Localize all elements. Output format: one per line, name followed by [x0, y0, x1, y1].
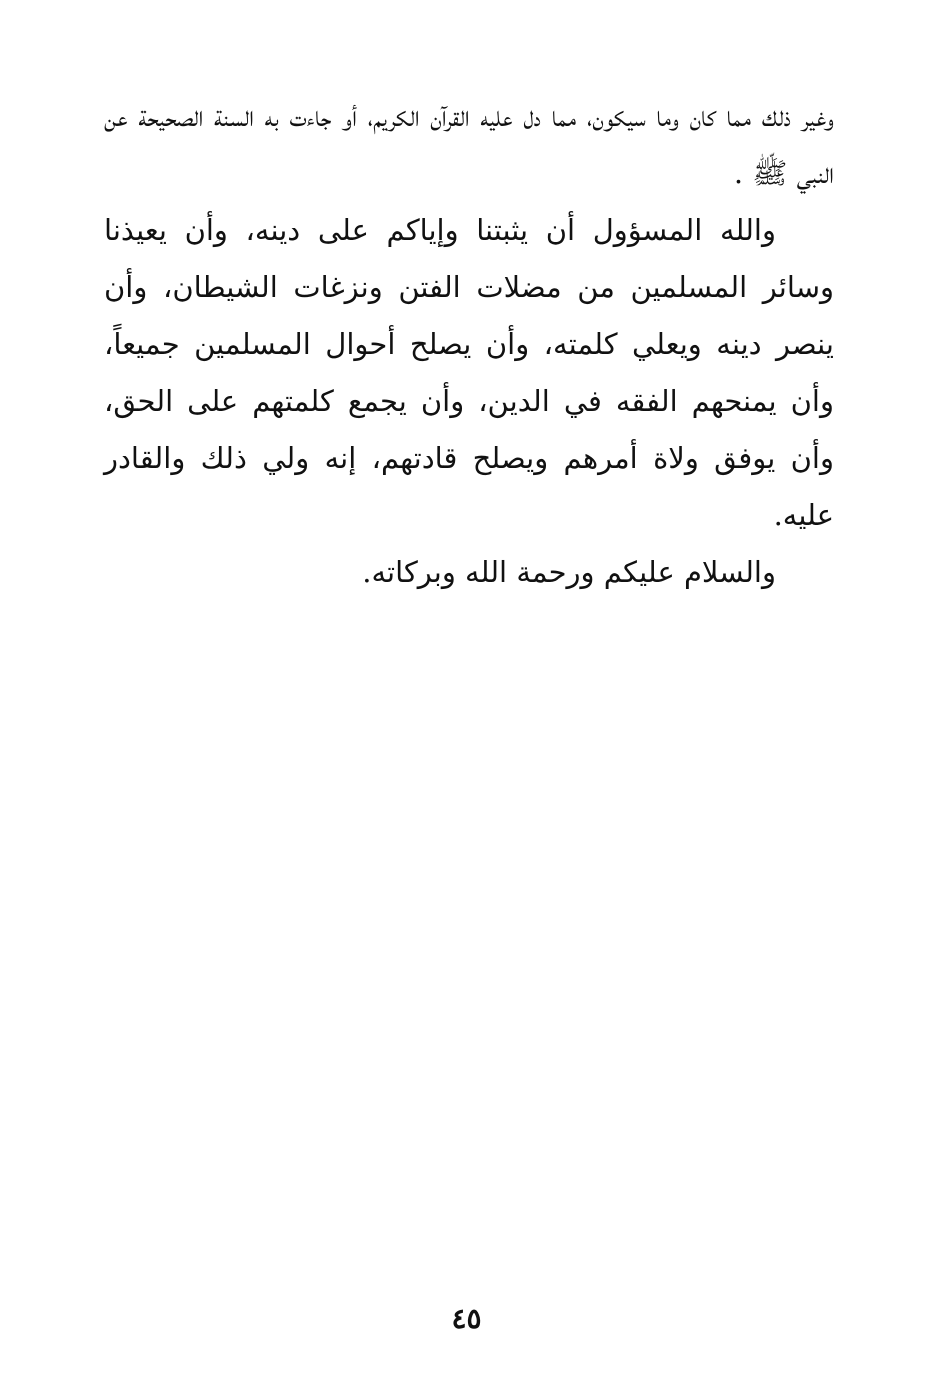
paragraph-continuation: وغير ذلك مما كان وما سيكون، مما دل عليه القرآن الكريم، أو جاءت به السنة الصحيحة عن النبي ﷺ .	[104, 99, 834, 190]
paragraph-closing-greeting: والسلام عليكم ورحمة الله وبركاته.	[362, 555, 776, 589]
page-number: ٤٥	[451, 1302, 482, 1335]
paragraph-supplication: والله المسؤول أن يثبتنا وإياكم على دينه، وأن يعيذنا وسائر المسلمين من مضلات الفتن ونزغات الشيطان، وأن ينصر دينه ويعلي كلمته، وأن يصلح أحوال المسلمين جميعاً، وأن يمنحهم الفقه في الدين، وأن يجمع كلمتهم على الحق، وأن يوفق ولاة أمرهم ويصلح قادتهم، إنه ولي ذلك والقادر عليه.	[104, 213, 834, 532]
body-text	[104, 88, 834, 601]
